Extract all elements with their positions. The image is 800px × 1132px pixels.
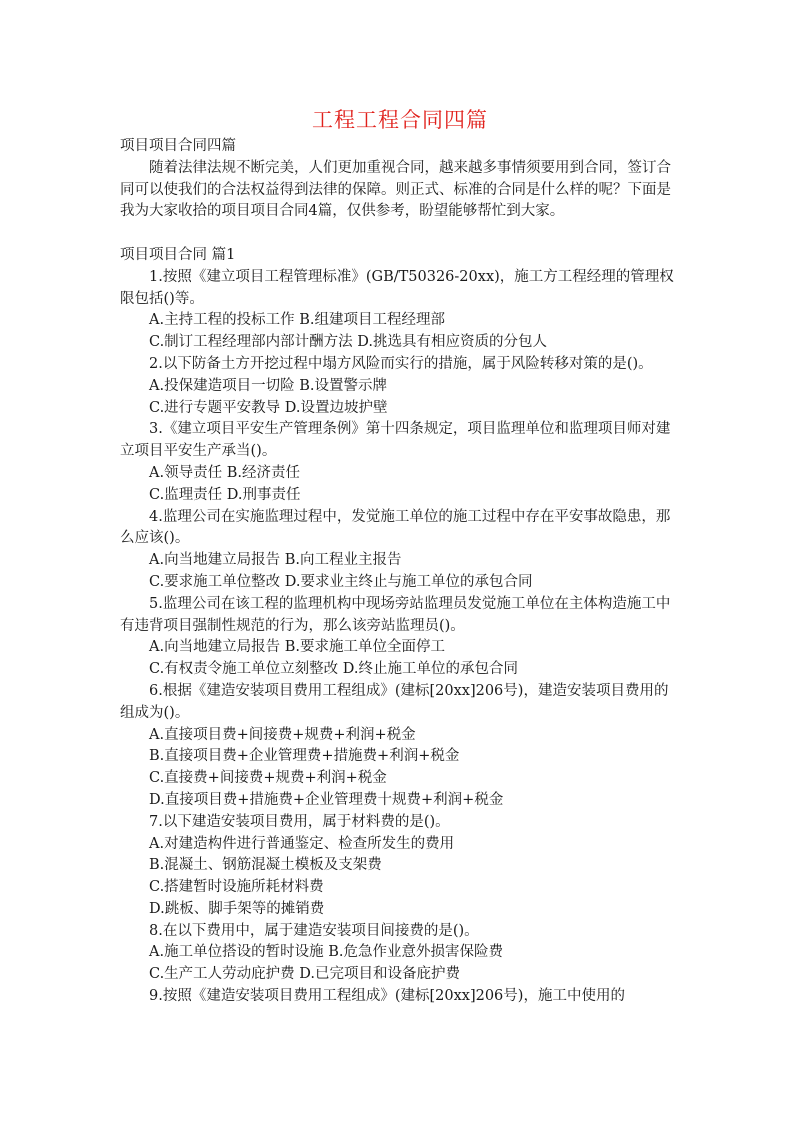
answer-options-line: C.生产工人劳动庇护费 D.已完项目和设备庇护费 [149,966,461,983]
answer-options-line: C.制订工程经理部内部计酬方法 D.挑选具有相应资质的分包人 [149,334,548,351]
question-stem: 1.按照《建立项目工程管理标准》(GB/T50326-20xx)，施工方工程经理的管理权限包括()等。 [120,268,674,307]
question-stem: 7.以下建造安装项目费用，属于材料费的是()。 [149,813,450,830]
answer-options-line: C.直接费+间接费+规费+利润+税金 [149,770,387,787]
question-list [120,267,680,1008]
answer-options-line: B.直接项目费+企业管理费+措施费+利润+税金 [149,748,460,765]
answer-options-line: C.进行专题平安教导 D.设置边坡护壁 [149,399,388,416]
document-body [120,136,680,1008]
question-stem: 5.监理公司在该工程的监理机构中现场旁站监理员发觉施工单位在主体构造施工中有违背项目强制性规范的行为，那么该旁站监理员()。 [120,595,671,634]
answer-options-line: C.搭建暂时设施所耗材料费 [149,879,324,896]
answer-options-line: A.对建造构件进行普通鉴定、检查所发生的费用 [149,835,455,852]
answer-options-line: A.投保建造项目一切险 B.设置警示牌 [149,377,387,394]
answer-options-line: D.直接项目费+措施费+企业管理费十规费+利润+税金 [149,791,504,808]
answer-options-line: A.领导责任 B.经济责任 [149,464,300,481]
answer-options-line: C.要求施工单位整改 D.要求业主终止与施工单位的承包合同 [149,573,533,590]
answer-options-line: C.监理责任 D.刑事责任 [149,486,301,503]
document-subtitle: 项目项目合同四篇 [120,138,236,154]
answer-options-line: A.主持工程的投标工作 B.组建项目工程经理部 [149,312,445,329]
question-stem: 2.以下防备土方开挖过程中塌方风险而实行的措施，属于风险转移对策的是()。 [149,355,653,372]
answer-options-line: D.跳板、脚手架等的摊销费 [149,900,325,917]
answer-options-line: A.向当地建立局报告 B.向工程业主报告 [149,552,402,569]
question-stem: 9.按照《建造安装项目费用工程组成》(建标[20xx]206号)，施工中使用的 [149,988,625,1005]
paragraph-gap [120,223,680,245]
answer-options-line: A.施工单位搭设的暂时设施 B.危急作业意外损害保险费 [149,944,503,961]
question-stem: 3.《建立项目平安生产管理条例》第十四条规定，项目监理单位和监理项目师对建立项目平安生产承当()。 [120,421,671,460]
answer-options-line: A.向当地建立局报告 B.要求施工单位全面停工 [149,639,445,656]
section-heading: 项目项目合同 篇1 [120,246,236,263]
intro-paragraph: 随着法律法规不断完美，人们更加重视合同，越来越多事情须要用到合同，签订合同可以使我们的合法权益得到法律的保障。则正式、标准的合同是什么样的呢？下面是我为大家收拾的项目项目合同4篇，仅供参考，盼望能够帮忙到大家。 [120,159,671,220]
answer-options-line: A.直接项目费+间接费+规费+利润+税金 [149,726,416,743]
document-title: 工程工程合同四篇 [312,108,488,132]
answer-options-line: C.有权责令施工单位立刻整改 D.终止施工单位的承包合同 [149,661,519,678]
question-stem: 8.在以下费用中，属于建造安装项目间接费的是()。 [149,922,479,939]
question-stem: 4.监理公司在实施监理过程中，发觉施工单位的施工过程中存在平安事故隐患，那么应该()。 [120,508,671,547]
question-stem: 6.根据《建造安装项目费用工程组成》(建标[20xx]206号)，建造安装项目费用的组成为()。 [120,682,669,721]
answer-options-line: B.混凝土、钢筋混凝土模板及支架费 [149,857,382,874]
